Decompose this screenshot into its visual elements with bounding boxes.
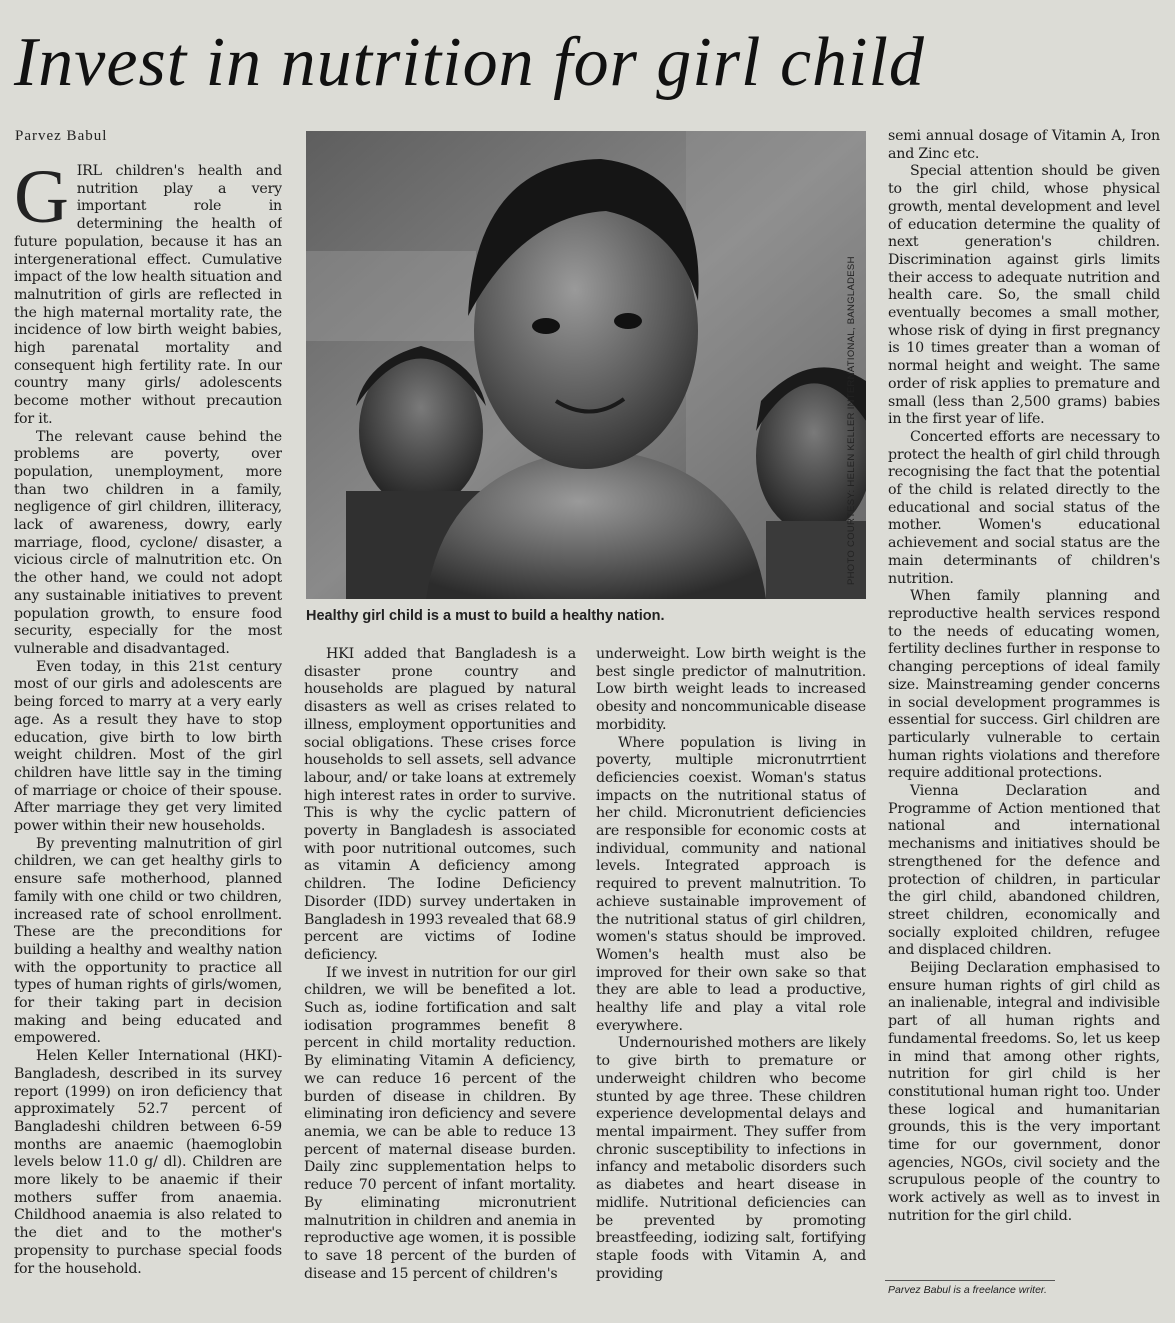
paragraph: underweight. Low birth weight is the best single predictor of malnutrition. Low birth weight leads to increased obesity and noncommunicable disease morbidity. [596,646,866,733]
paragraph: Beijing Declaration emphasised to ensure human rights of girl child as an inalienable, integral and indivisible part of all human rights and fundamental freedoms. So, let us keep in mind that among other rights, nutrition for girl child is her constitutional human right too. Under these logical and humanitarian grounds, this is the very important time for our government, donor agencies, NGOs, civil society and the scrupulous people of the country to work actively as well as to invest in nutrition for the girl child. [888,960,1160,1224]
paragraph: Special attention should be given to the girl child, whose physical growth, mental development and level of education determine the quality of next generation's children. Discrimination against girls limits their access to adequate nutrition and health care. So, the small child eventually becomes a small mother, whose risk of dying in first pregnancy is 10 times greater than a woman of normal height and weight. The same order of risk applies to premature and small (less than 2,500 grams) babies in the first year of life. [888,163,1160,428]
photo-image [306,131,866,599]
photo-caption: Healthy girl child is a must to build a healthy nation. [306,608,665,624]
paragraph: When family planning and reproductive health services respond to the needs of educating women, fertility declines further in response to changing perceptions of ideal family size. Mainstreaming gender concerns in social development programmes is essential for success. Girl children are particularly vulnerable to certain human rights violations and therefore require additional protections. [888,588,1160,782]
paragraph: Concerted efforts are necessary to protect the health of girl child through recognising the fact that the potential of the child is related directly to the educational and social status of the mother. Women's educational achievement and social status are the main determinants of children's nutrition. [888,428,1160,587]
paragraph-text: IRL children's health and nutrition play a very important role in determining the health of future population, because it has an intergenerational effect. Cumulative impact of the low health situation and malnutrition of girls are reflected in the high maternal mortality rate, the incidence of low birth weight babies, high parenatal mortality and consequent high fertility rate. In our country many girls/ adolescents become mother without precaution for it. [14,163,282,427]
article-column-4 [888,128,1160,1283]
paragraph: Undernourished mothers are likely to give birth to premature or underweight children who become stunted by age three. These children experience developmental delays and mental impairment. They suffer from chronic susceptibility to infections in infancy and metabolic disorders such as diabetes and heart disease in midlife. Nutritional deficiencies can be prevented by promoting breastfeeding, iodizing salt, fortifying staple foods with Vitamin A, and providing [596,1035,866,1282]
paragraph: By preventing malnutrition of girl children, we can get healthy girls to ensure safe motherhood, planned family with one child or two children, increased rate of school enrollment. These are the preconditions for building a healthy and wealthy nation with the opportunity to practice all types of human rights of girls/women, for their taking part in decision making and being educated and empowered. [14,835,282,1047]
photo-credit: PHOTO COURTESY: HELEN KELLER INTERNATIONAL, BANGLADESH [846,256,857,585]
byline: Parvez Babul [15,128,108,144]
footnote-rule [885,1280,1055,1281]
drop-cap: G [14,163,69,239]
paragraph: Vienna Declaration and Programme of Action mentioned that national and international mechanisms and initiatives should be strengthened for the defence and protection of children, in particular the girl child, abandoned children, street children, economically and socially exploited children, refugee and displaced children. [888,783,1160,959]
paragraph: If we invest in nutrition for our girl children, we will be benefited a lot. Such as, iodine fortification and salt iodisation programmes benefit 8 percent in child mortality reduction. By eliminating Vitamin A deficiency, we can reduce 16 percent of the burden of disease in children. By eliminating iron deficiency and severe anemia, we can be able to reduce 13 percent of maternal disease burden. Daily zinc supplementation helps to reduce 70 percent of infant mortality. By eliminating micronutrient malnutrition in children and anemia in reproductive age women, it is possible to save 18 percent of the burden of disease and 15 percent of children's [304,964,576,1282]
paragraph [14,163,282,429]
paragraph: Even today, in this 21st century most of our girls and adolescents are being forced to marry at a very early age. As a result they have to stop education, give birth to low birth weight children. Most of the girl children have little say in the timing of marriage or choice of their spouse. After marriage they get very limited power within their new households. [14,658,282,835]
photo-children [306,131,866,599]
article-column-3 [596,646,866,1311]
author-footnote: Parvez Babul is a freelance writer. [888,1284,1047,1296]
paragraph: HKI added that Bangladesh is a disaster prone country and households are plagued by natural disasters as well as crises related to illness, employment opportunities and social obligations. These crises force households to sell assets, sell advance labour, and/ or take loans at extremely high interest rates in order to survive. This is why the cyclic pattern of poverty in Bangladesh is associated with poor nutritional outcomes, such as vitamin A deficiency among children. The Iodine Deficiency Disorder (IDD) survey undertaken in Bangladesh in 1993 revealed that 68.9 percent are victims of Iodine deficiency. [304,646,576,963]
article-column-2 [304,646,576,1311]
paragraph: The relevant cause behind the problems are poverty, over population, unemployment, more than two children in a family, negligence of girl children, illiteracy, lack of awareness, dowry, early marriage, flood, cyclone/ disaster, a vicious circle of malnutrition etc. On the other hand, we could not adopt any sustainable initiatives to prevent population growth, to ensure food security, especially for the most vulnerable and disadvantaged. [14,428,282,657]
paragraph: Helen Keller International (HKI)-Bangladesh, described in its survey report (1999) on iron deficiency that approximately 52.7 percent of Bangladeshi children between 6-59 months are anaemic (haemoglobin levels below 11.0 g/ dl). Children are more likely to be anaemic if their mothers suffer from anaemia. Childhood anaemia is also related to the diet and to the mother's propensity to purchase special foods for the household. [14,1048,282,1277]
paragraph: semi annual dosage of Vitamin A, Iron and Zinc etc. [888,128,1160,162]
headline: Invest in nutrition for girl child [14,24,925,101]
article-column-1 [14,163,282,1303]
paragraph: Where population is living in poverty, multiple micronutrrtient deficiencies coexist. Woman's status impacts on the nutritional status of her child. Micronutrient deficiencies are responsible for economic costs at individual, community and national levels. Integrated approach is required to prevent malnutrition. To achieve sustainable improvement of the nutritional status of girl children, women's status should be improved. Women's health must also be improved for their own sake so that they are able to lead a productive, healthy life and play a vital role everywhere. [596,734,866,1034]
